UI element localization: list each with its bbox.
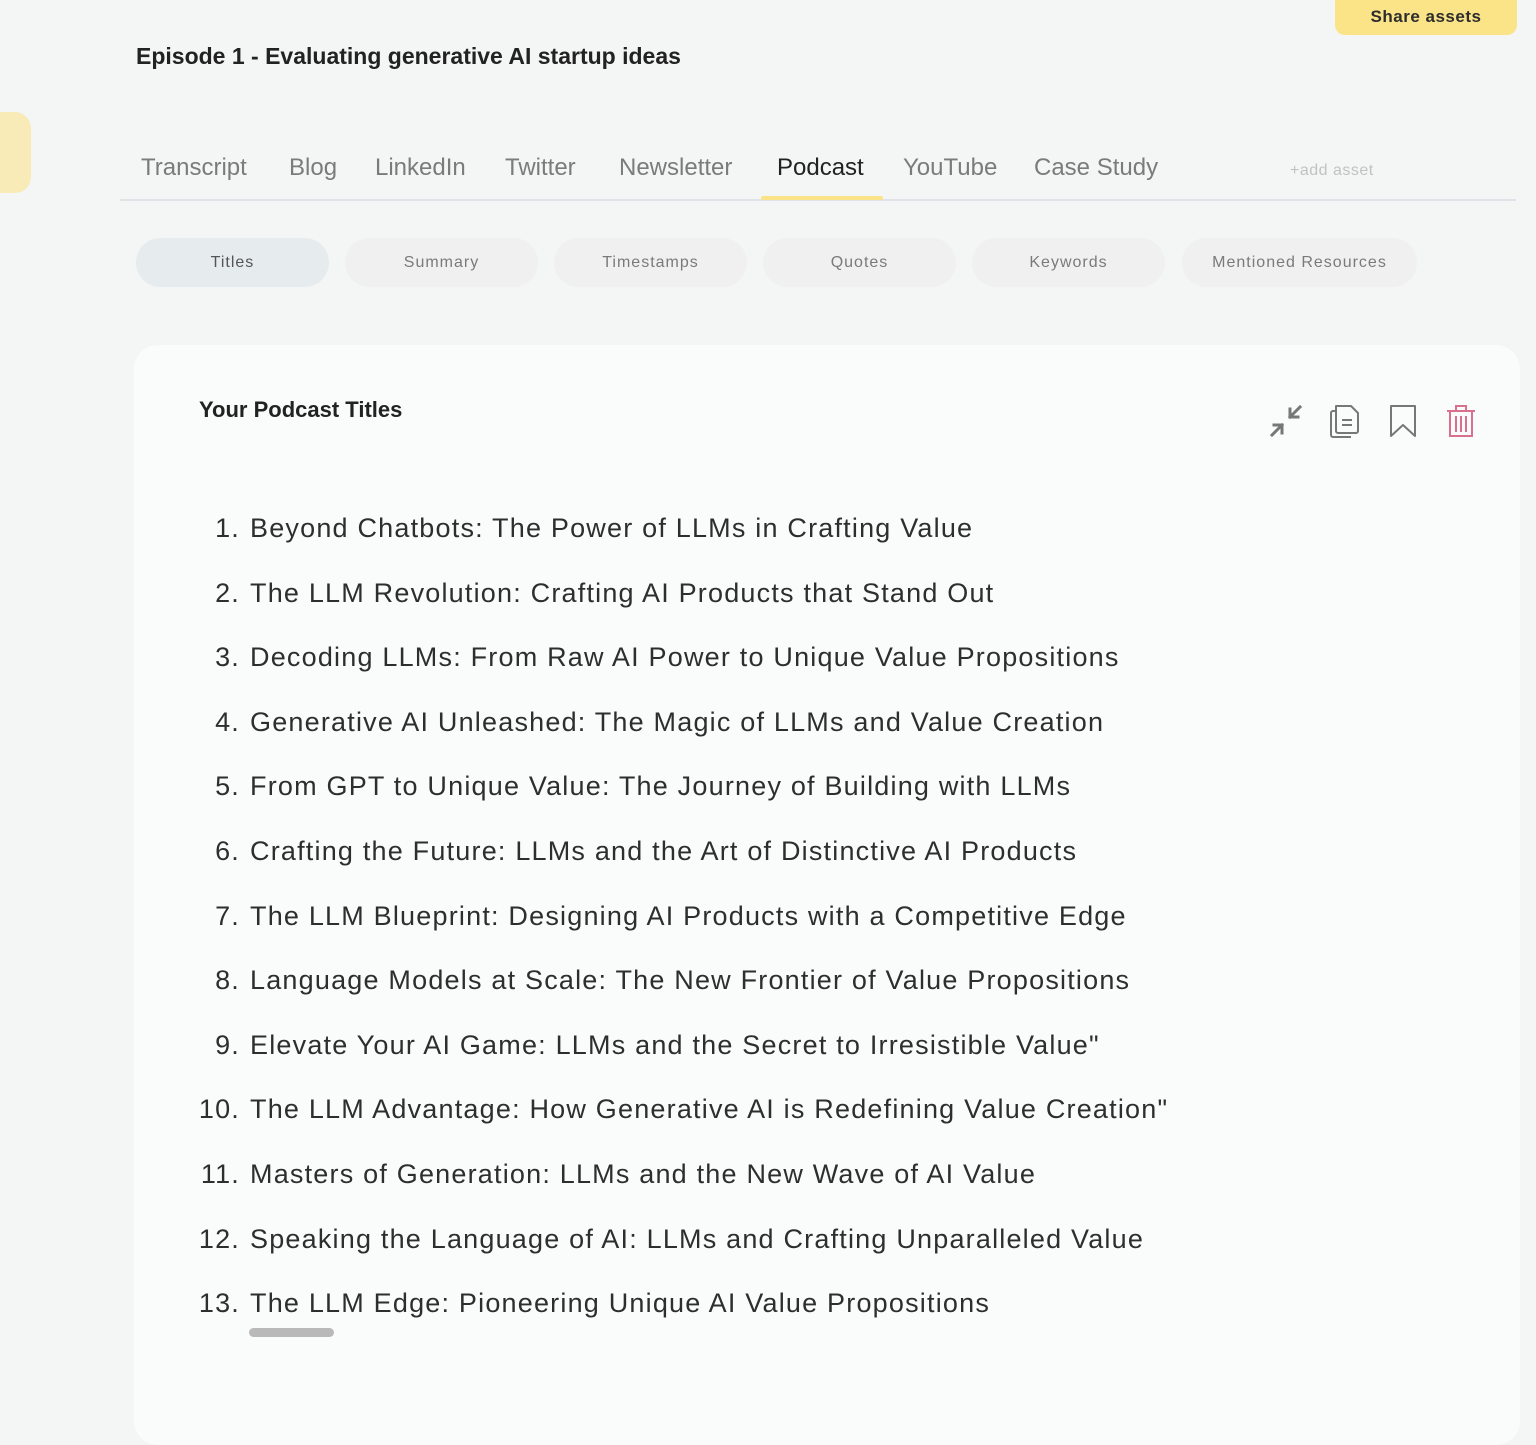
horizontal-scrollbar[interactable] — [249, 1328, 334, 1337]
subtab-keywords[interactable]: Keywords — [972, 238, 1165, 287]
item-number: 7. — [215, 900, 240, 931]
tab-linkedin[interactable]: LinkedIn — [375, 154, 466, 181]
add-asset-button[interactable]: +add asset — [1290, 162, 1374, 179]
subtab-mentioned-resources[interactable]: Mentioned Resources — [1182, 238, 1417, 287]
item-title: Speaking the Language of AI: LLMs and Crafting Unparalleled Value — [250, 1223, 1145, 1254]
item-title: Beyond Chatbots: The Power of LLMs in Crafting Value — [250, 513, 974, 543]
subtab-titles[interactable]: Titles — [136, 238, 329, 287]
titles-card — [134, 345, 1520, 1445]
item-title: From GPT to Unique Value: The Journey of Building with LLMs — [250, 771, 1072, 802]
item-number: 5. — [215, 771, 240, 802]
side-panel-toggle[interactable] — [0, 112, 31, 193]
item-title: The LLM Revolution: Crafting AI Products that Stand Out — [250, 577, 995, 608]
item-number: 8. — [215, 965, 240, 996]
share-assets-button[interactable]: Share assets — [1335, 0, 1517, 35]
tab-podcast[interactable]: Podcast — [777, 154, 864, 181]
item-number: 13. — [198, 1288, 240, 1319]
tab-youtube[interactable]: YouTube — [903, 154, 998, 181]
item-title: The LLM Edge: Pioneering Unique AI Value Propositions — [250, 1288, 991, 1319]
collapse-icon[interactable] — [1268, 403, 1304, 439]
item-title: Language Models at Scale: The New Frontier of Value Propositions — [250, 965, 1131, 996]
item-number: 4. — [215, 706, 240, 737]
trash-icon[interactable] — [1443, 403, 1479, 439]
tab-twitter[interactable]: Twitter — [505, 154, 576, 181]
tab-case-study[interactable]: Case Study — [1034, 154, 1159, 181]
item-number: 6. — [215, 836, 240, 866]
bookmark-icon[interactable] — [1385, 403, 1421, 439]
item-title: Generative AI Unleashed: The Magic of LLMs and Value Creation — [250, 706, 1105, 737]
item-title: Crafting the Future: LLMs and the Art of Distinctive AI Products — [250, 836, 1078, 866]
item-number: 11. — [200, 1159, 240, 1189]
tab-newsletter[interactable]: Newsletter — [619, 154, 733, 181]
tab-transcript[interactable]: Transcript — [141, 154, 247, 181]
tab-blog[interactable]: Blog — [289, 154, 338, 181]
copy-icon[interactable] — [1327, 403, 1363, 439]
item-title: Decoding LLMs: From Raw AI Power to Unique Value Propositions — [250, 642, 1120, 673]
item-title: The LLM Advantage: How Generative AI is Redefining Value Creation" — [250, 1094, 1169, 1125]
item-number: 12. — [198, 1223, 240, 1254]
item-number: 10. — [198, 1094, 240, 1125]
item-number: 3. — [215, 642, 240, 673]
item-number: 1. — [215, 513, 240, 543]
asset-tabs — [120, 150, 1516, 201]
item-title: Masters of Generation: LLMs and the New Wave of AI Value — [250, 1159, 1037, 1189]
subtab-timestamps[interactable]: Timestamps — [554, 238, 747, 287]
item-title: The LLM Blueprint: Designing AI Products with a Competitive Edge — [250, 900, 1127, 931]
item-number: 2. — [215, 577, 240, 608]
item-title: Elevate Your AI Game: LLMs and the Secret to Irresistible Value" — [250, 1029, 1100, 1060]
page-title: Episode 1 - Evaluating generative AI startup ideas — [136, 43, 681, 69]
item-number: 9. — [215, 1029, 240, 1060]
card-title: Your Podcast Titles — [199, 397, 403, 422]
subtab-summary[interactable]: Summary — [345, 238, 538, 287]
subtab-quotes[interactable]: Quotes — [763, 238, 956, 287]
